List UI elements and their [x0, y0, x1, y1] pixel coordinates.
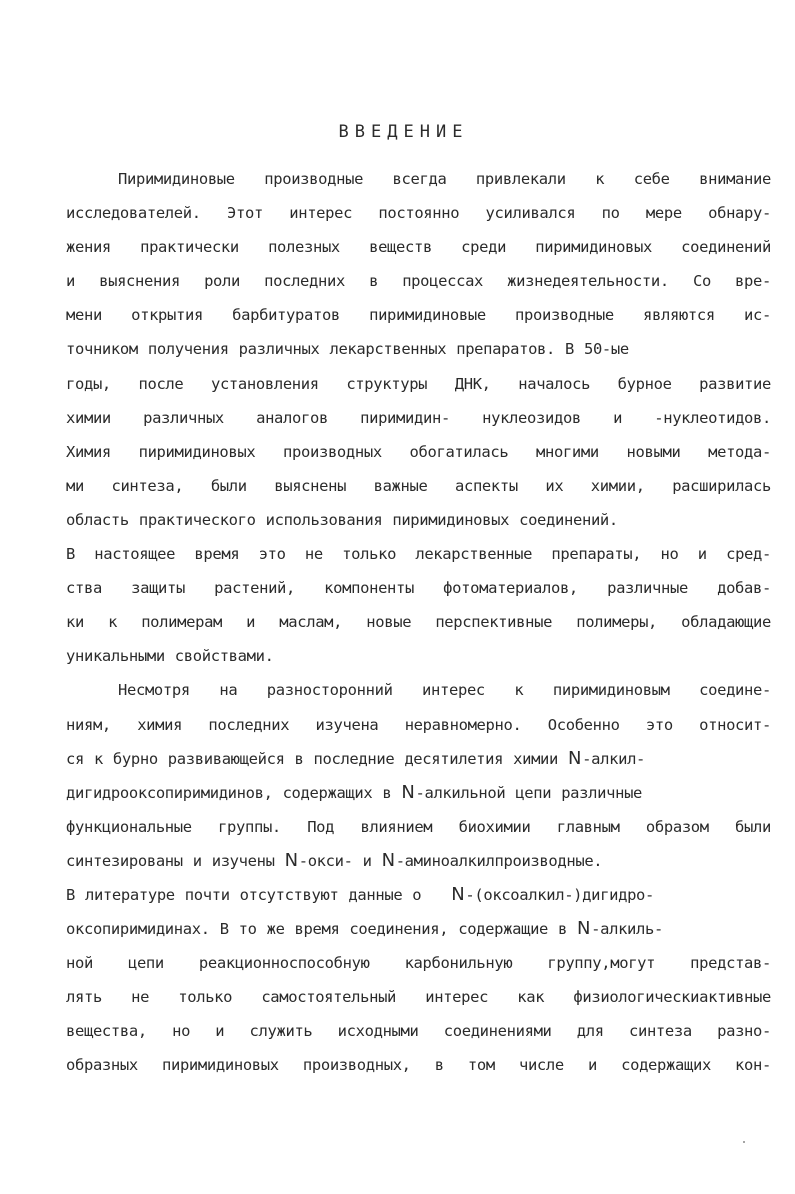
text-line: мени открытия барбитуратов пиримидиновые производные являются ис- — [66, 306, 771, 325]
scan-speck — [743, 1141, 745, 1143]
text-fragment: -(оксоалкил-)дигидро- — [465, 885, 655, 904]
nitrogen-symbol: N — [381, 849, 395, 871]
text-line: жения практически полезных веществ среди пиримидиновых соединений — [66, 238, 771, 257]
text-fragment: -окси- и — [298, 851, 372, 870]
body-text — [66, 162, 771, 1083]
text-line: функциональные группы. Под влиянием биохимии главным образом были — [66, 817, 771, 836]
text-fragment: дигидрооксопиримидинов, содержащих в — [66, 783, 392, 802]
text-line: и выяснения роли последних в процессах жизнедеятельности. Со вре- — [66, 272, 771, 291]
text-line: уникальными свойствами. — [66, 647, 274, 666]
text-fragment: -алкильной цепи различные — [415, 783, 643, 802]
text-line: В настоящее время это не только лекарственные препараты, но и сред- — [66, 545, 771, 564]
text-fragment: ся к бурно развивающейся в последние десятилетия химии — [66, 749, 559, 768]
text-fragment: -алкиль- — [591, 920, 663, 939]
text-line: ства защиты растений, компоненты фотоматериалов, различные добав- — [66, 579, 771, 598]
text-line: образных пиримидиновых производных, в том числе и содержащих кон- — [66, 1056, 771, 1075]
text-fragment: оксопиримидинах. В то же время соединения, содержащие в — [66, 920, 567, 939]
nitrogen-symbol: N — [568, 747, 582, 769]
text-line: годы, после установления структуры ДНК, началось бурное развитие — [66, 374, 771, 393]
nitrogen-symbol: N — [401, 781, 415, 803]
text-line — [66, 912, 771, 946]
text-line: Химия пиримидиновых производных обогатилась многими новыми метода- — [66, 442, 771, 461]
text-line: ки к полимерам и маслам, новые перспективные полимеры, обладающие — [66, 613, 771, 632]
text-line — [66, 742, 771, 776]
text-line: химии различных аналогов пиримидин- нуклеозидов и -нуклеотидов. — [66, 408, 771, 427]
text-line: Несмотря на разносторонний интерес к пиримидиновым соедине- — [118, 681, 771, 700]
text-fragment: -алкил- — [582, 749, 646, 768]
text-line — [66, 776, 771, 810]
nitrogen-symbol: N — [577, 918, 591, 940]
text-line: точником получения различных лекарственных препаратов. В 50-ые — [66, 340, 629, 359]
text-line — [66, 844, 771, 878]
text-fragment: В литературе почти отсутствуют данные о — [66, 885, 442, 904]
text-line: Пиримидиновые производные всегда привлекали к себе внимание — [118, 170, 771, 188]
text-line: ной цепи реакционноспособную карбонильную группу,могут представ- — [66, 954, 771, 973]
text-fragment: -аминоалкилпроизводные. — [395, 851, 603, 870]
text-line: лять не только самостоятельный интерес как физиологическиактивные — [66, 988, 771, 1007]
text-fragment: синтезированы и изучены — [66, 851, 275, 870]
nitrogen-symbol: N — [284, 849, 298, 871]
nitrogen-symbol: N — [451, 883, 465, 905]
text-line: ми синтеза, были выяснены важные аспекты их химии, расширилась — [66, 476, 771, 495]
text-line: исследователей. Этот интерес постоянно усиливался по мере обнару- — [66, 204, 771, 223]
page-title: ВВЕДЕНИЕ — [338, 122, 469, 142]
text-line: вещества, но и служить исходными соединениями для синтеза разно- — [66, 1022, 771, 1041]
text-line: ниям, химия последних изучена неравномерно. Особенно это относит- — [66, 715, 771, 734]
text-line — [66, 878, 771, 912]
text-line: область практического использования пиримидиновых соединений. — [66, 510, 618, 529]
